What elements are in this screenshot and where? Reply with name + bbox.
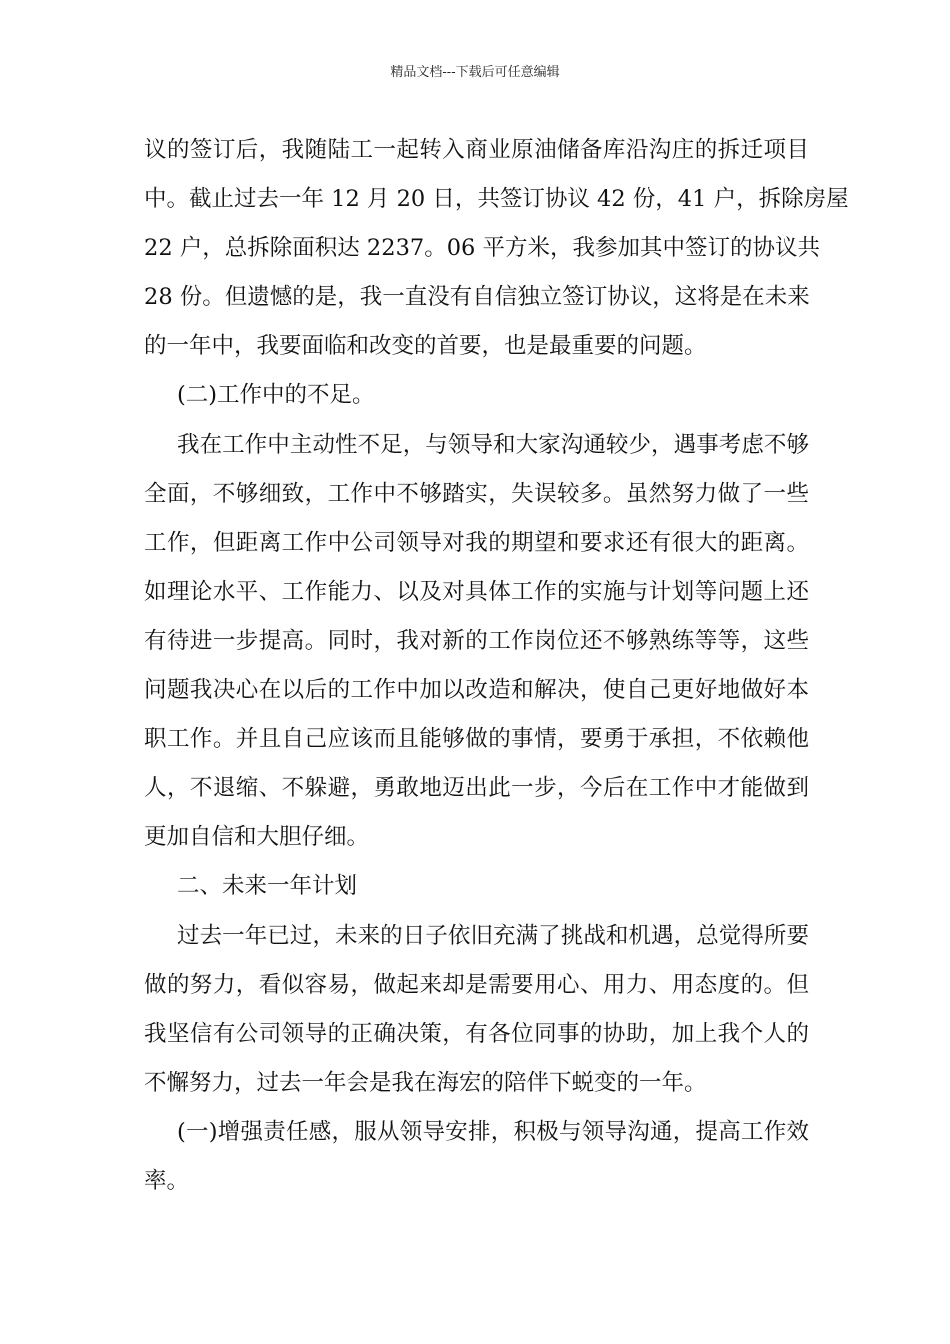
text-line: 不懈努力，过去一年会是我在海宏的陪伴下蜕变的一年。	[144, 1069, 707, 1096]
text-line: 28 份。但遗憾的是，我一直没有自信独立签订协议，这将是在未来	[144, 284, 810, 311]
section-heading: 二、未来一年计划	[177, 873, 358, 900]
text-line: 问题我决心在以后的工作中加以改造和解决，使自己更好地做好本	[144, 677, 809, 704]
text-line: 更加自信和大胆仔细。	[144, 824, 370, 851]
text-line: 如理论水平、工作能力、以及对具体工作的实施与计划等问题上还	[144, 578, 809, 605]
page-header: 精品文档---下载后可任意编辑	[390, 65, 560, 80]
text-line: 率。	[144, 1167, 190, 1194]
text-line: 22 户，总拆除面积达 2237。06 平方米，我参加其中签订的协议共	[144, 235, 820, 262]
text-line: 我坚信有公司领导的正确决策，有各位同事的协助，加上我个人的	[144, 1020, 809, 1047]
document-body	[144, 126, 849, 1206]
text-line: 有待进一步提高。同时，我对新的工作岗位还不够熟练等等，这些	[144, 627, 809, 654]
section-heading: (二)工作中的不足。	[177, 382, 375, 409]
text-line: 的一年中，我要面临和改变的首要，也是最重要的问题。	[144, 333, 707, 360]
text-line: 做的努力，看似容易，做起来却是需要用心、用力、用态度的。但	[144, 971, 809, 998]
paragraph-first-line: 我在工作中主动性不足，与领导和大家沟通较少，遇事考虑不够	[177, 431, 809, 458]
text-line: 人，不退缩、不躲避，勇敢地迈出此一步，今后在工作中才能做到	[144, 775, 809, 802]
text-line: 议的签订后，我随陆工一起转入商业原油储备库沿沟庄的拆迁项目	[144, 137, 809, 163]
subsection-heading: (一)增强责任感，服从领导安排，积极与领导沟通，提高工作效	[177, 1118, 809, 1145]
text-line: 中。截止过去一年 12 月 20 日，共签订协议 42 份，41 户，拆除房屋	[144, 186, 849, 213]
paragraph-first-line: 过去一年已过，未来的日子依旧充满了挑战和机遇，总觉得所要	[177, 922, 809, 949]
text-line: 全面，不够细致，工作中不够踏实，失误较多。虽然努力做了一些	[144, 480, 809, 507]
text-line: 职工作。并且自己应该而且能够做的事情，要勇于承担，不依赖他	[144, 726, 809, 753]
text-line: 工作，但距离工作中公司领导对我的期望和要求还有很大的距离。	[144, 529, 809, 556]
